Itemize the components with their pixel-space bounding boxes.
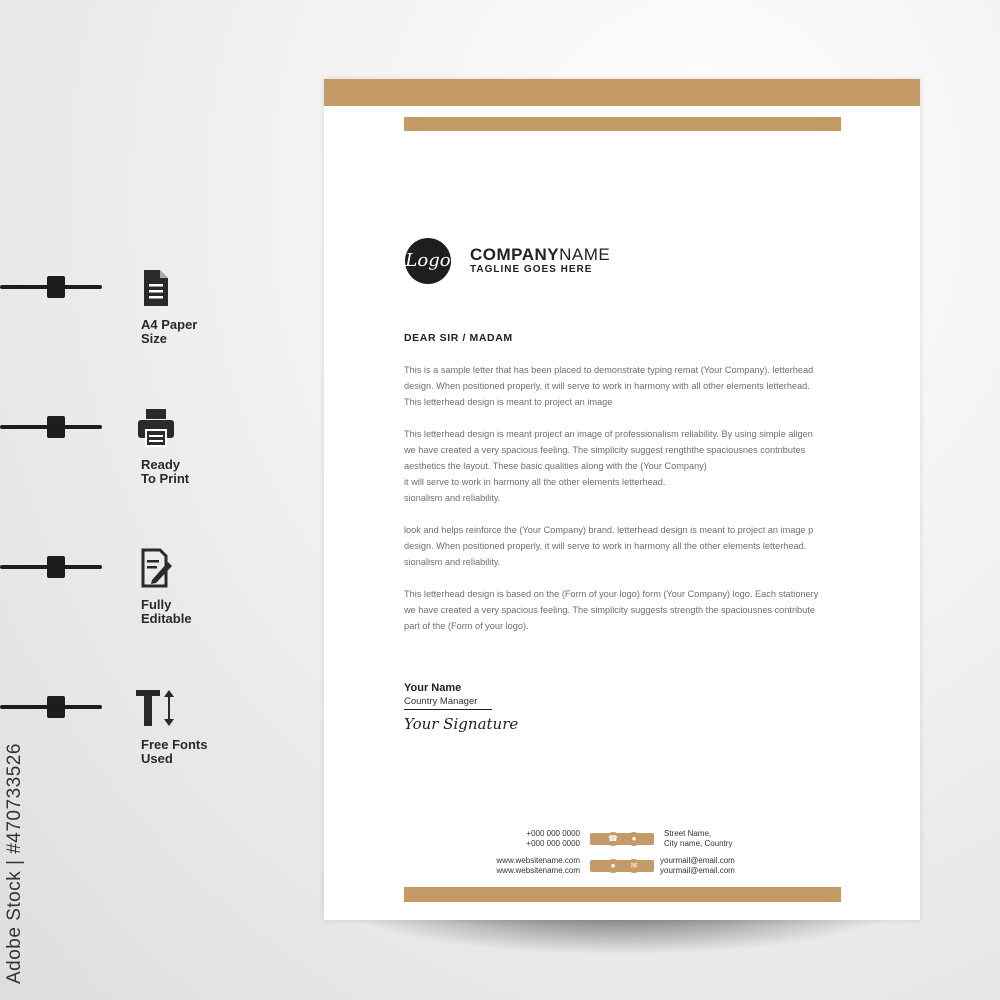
tagline: TAGLINE GOES HERE: [470, 264, 593, 275]
logo-text: Logo: [405, 250, 451, 271]
feature-label: Ready To Print: [141, 457, 190, 486]
feature-knob: [47, 696, 65, 718]
signature: Your Signature: [404, 715, 519, 733]
body-paragraph: This letterhead design is based on the (Form of your logo) form (Your Company) logo. Each stationery we have created a very spacious feeling. The simplicity suggests strength the spaciousnes contribute part of the (Form of your logo).: [404, 589, 819, 631]
feature-knob: [47, 416, 65, 438]
globe-icon: ●: [606, 859, 620, 873]
company-name-light: NAME: [559, 245, 611, 264]
printer-icon: [136, 408, 176, 448]
logo: [405, 238, 451, 284]
bottom-accent-bar: [404, 887, 841, 902]
text-size-icon: [136, 688, 176, 728]
feature-label: Free Fonts Used: [141, 737, 208, 766]
body-paragraph: look and helps reinforce the (Your Company) brand. letterhead design is meant to project an image p design. When positioned properly, it will serve to work in harmony all the other elements letterhead. sionalism and reliability.: [404, 525, 814, 567]
edit-document-icon: [136, 548, 176, 588]
footer-address: Street Name, City name, Country: [664, 829, 733, 848]
stock-id: Adobe Stock | #470733526: [4, 743, 25, 984]
letterhead-page: [324, 79, 920, 920]
feature-label: A4 Paper Size: [141, 317, 198, 346]
top-accent-bar: [404, 117, 841, 131]
company-name-bold: COMPANY: [470, 245, 560, 264]
company-name: [470, 245, 610, 265]
feature-label: Fully Editable: [141, 597, 192, 626]
signer-name: Your Name: [404, 682, 462, 694]
footer-websites: www.websitename.com www.websitename.com: [496, 856, 580, 875]
document-icon: [136, 268, 176, 308]
mail-icon: ✉: [627, 859, 641, 873]
footer-contact-bar: [590, 833, 654, 845]
feature-knob: [47, 556, 65, 578]
feature-knob: [47, 276, 65, 298]
signer-title: Country Manager: [404, 696, 492, 710]
body-paragraph: This letterhead design is meant project an image of professionalism reliability. By using simple aligen we have created a very spacious feeling. The simplicity suggest rengththe spaciousnes contributes aesthetics the layout. These basic qualities along with the (Your Company) it will serve to work in harmony all the other elements letterhead. sionalism and reliability.: [404, 429, 813, 503]
footer-contact-bar: [590, 860, 654, 872]
phone-icon: ☎: [606, 832, 620, 846]
body-paragraph: This is a sample letter that has been placed to demonstrate typing remat (Your Company). letterhead design. When positioned properly, it will serve to work in harmony with all other elements letterhead. This letterhead design is meant to project an image: [404, 365, 814, 407]
salutation: DEAR SIR / MADAM: [404, 332, 513, 344]
footer-phones: +000 000 0000 +000 000 0000: [526, 829, 580, 848]
location-icon: ●: [627, 832, 641, 846]
top-accent-band: [324, 79, 920, 106]
footer-emails: yourmail@email.com yourmail@email.com: [660, 856, 735, 875]
